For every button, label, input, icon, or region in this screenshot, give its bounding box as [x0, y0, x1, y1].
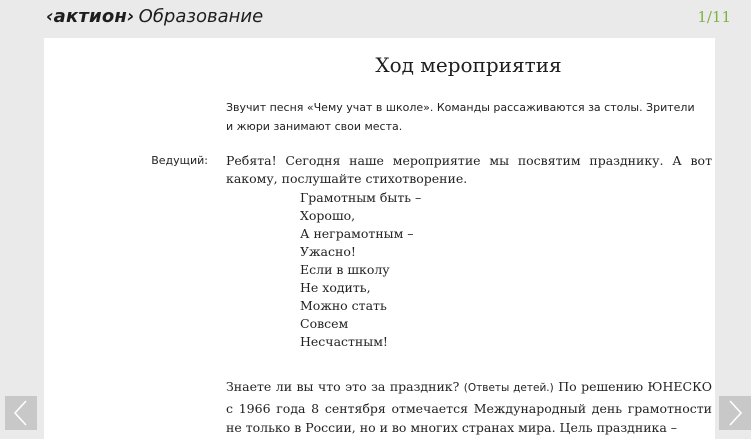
chevron-left-icon — [5, 396, 37, 430]
poem-line: Хорошо, — [300, 208, 356, 223]
stage-direction: Звучит песня «Чему учат в школе». Команды рассаживаются за столы. Зрители и жюри занимают свои места. — [226, 101, 695, 133]
speaker-label: Ведущий: — [151, 154, 208, 167]
poem-line: Несчастным! — [300, 334, 388, 349]
page-title: Ход мероприятия — [375, 53, 562, 77]
poem-line: Не ходить, — [300, 280, 371, 295]
chevron-right-icon — [719, 396, 751, 430]
document-page — [44, 38, 715, 439]
poem-line: Грамотным быть – — [300, 190, 422, 205]
poem-line: Если в школу — [300, 262, 390, 277]
aktion-logo — [46, 6, 263, 27]
paragraph-text-start: Знаете ли вы что это за праздник? — [226, 379, 464, 394]
poem-line: А неграмотным – — [300, 226, 414, 241]
paragraph-aside: (Ответы детей.) — [463, 382, 554, 394]
poem-line: Можно стать — [300, 298, 387, 313]
speaker-text: Ребята! Сегодня наше мероприятие мы посвятим празднику. А вот какому, послушайте стихотворение. — [226, 153, 712, 186]
logo-brand: ‹актион› — [46, 6, 135, 27]
logo-subtitle: Образование — [138, 6, 264, 27]
page-counter: 1/11 — [697, 8, 731, 26]
poem-line: Совсем — [300, 316, 349, 331]
poem — [300, 189, 421, 351]
header-bar — [0, 0, 751, 37]
prev-page-button[interactable] — [5, 396, 37, 430]
next-page-button[interactable] — [719, 396, 751, 430]
poem-line: Ужасно! — [300, 244, 356, 259]
paragraph-unesco — [226, 377, 712, 438]
paragraph-text-rest: По решению ЮНЕСКО с 1966 года 8 сентября отмечается Международный день грамотности не только в России, но и во многих странах мира. Цель праздника – — [226, 379, 712, 435]
